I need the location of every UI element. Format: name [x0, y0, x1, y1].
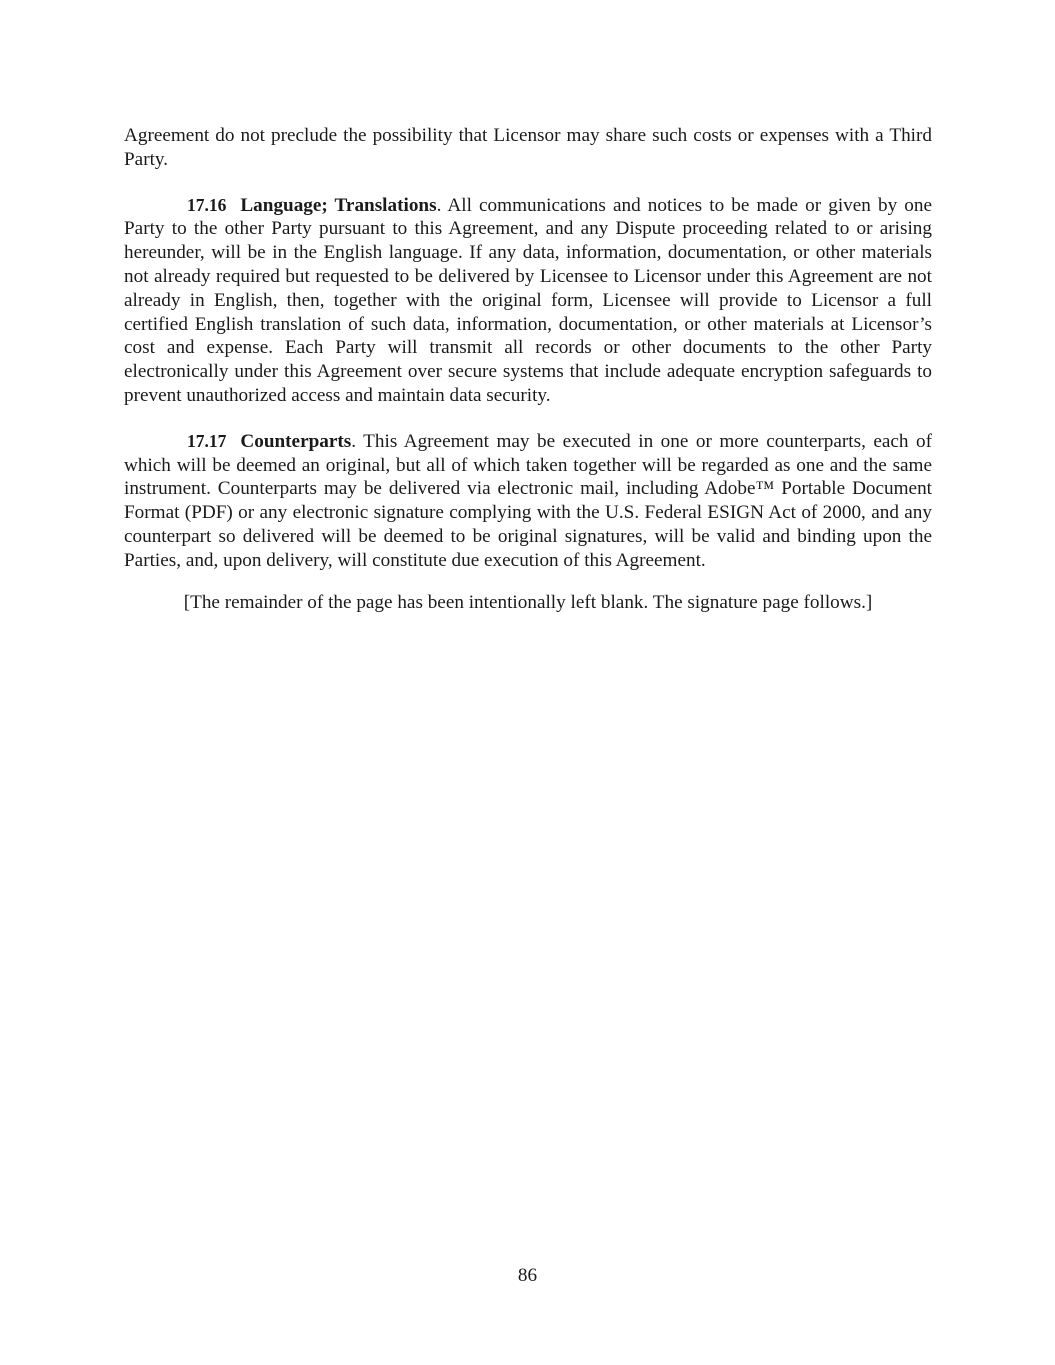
section-title: Language; Translations — [240, 194, 437, 216]
section-body: . All communications and notices to be made or given by one Party to the other Party pursuant to this Agreement, and any Dispute proceeding related to or arising hereunder, will be in the English language. If any data, information, documentation, or other materials not already required but requested to be delivered by Licensee to Licensor under this Agreement are not already in English, then, together with the original form, Licensee will provide to Licensor a full certified English translation of such data, information, documentation, or other materials at Licensor’s cost and expense. Each Party will transmit all records or other documents to the other Party electronically under this Agreement over secure systems that include adequate encryption safeguards to prevent unauthorized access and maintain data security. — [124, 194, 932, 406]
page-number: 86 — [517, 1265, 538, 1286]
section-17-16 — [124, 194, 932, 408]
blank-page-note: [The remainder of the page has been intentionally left blank. The signature page follows.] — [183, 591, 873, 613]
section-title: Counterparts — [240, 430, 352, 452]
section-number: 17.17 — [187, 430, 227, 451]
section-body: . This Agreement may be executed in one or more counterparts, each of which will be deemed an original, but all of which taken together will be regarded as one and the same instrument. Counterparts may be delivered via electronic mail, including Adobe™ Portable Document Format (PDF) or any electronic signature complying with the U.S. Federal ESIGN Act of 2000, and any counterpart so delivered will be deemed to be original signatures, will be valid and binding upon the Parties, and, upon delivery, will constitute due execution of this Agreement. — [124, 430, 932, 571]
section-17-17 — [124, 430, 932, 573]
continuation-paragraph: Agreement do not preclude the possibility that Licensor may share such costs or expenses with a Third Party. — [124, 125, 932, 170]
document-page — [124, 124, 932, 614]
section-number: 17.16 — [187, 194, 227, 215]
